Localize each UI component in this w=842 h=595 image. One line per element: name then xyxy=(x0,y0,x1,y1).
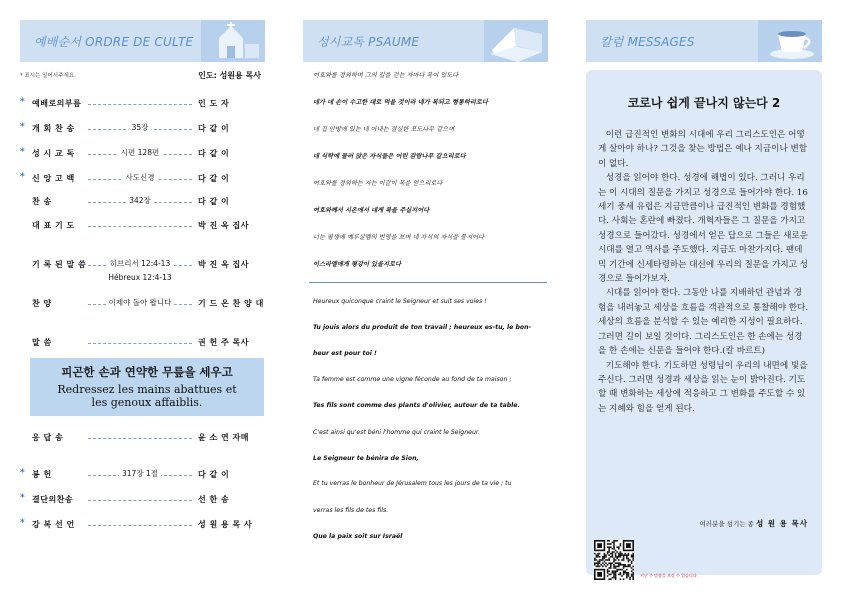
order-item-title: 응 답 송 xyxy=(32,433,64,442)
message-body xyxy=(598,128,810,416)
order-item-detail: 317장 1절 xyxy=(88,468,192,479)
order-item-title: 개 회 찬 송 xyxy=(32,124,75,133)
message-header-title: 칼럼 MESSAGES xyxy=(600,35,695,49)
order-row xyxy=(20,297,265,311)
order-item-detail: 이제야 돌아 왑니다 xyxy=(88,297,192,308)
qr-code-icon[interactable] xyxy=(594,540,634,580)
order-header xyxy=(20,20,265,62)
order-item-person: 인 도 자 xyxy=(198,99,230,108)
church-icon xyxy=(201,20,265,62)
theme-verse-french-line-2: les genoux affaiblis. xyxy=(91,396,203,409)
order-row xyxy=(20,493,265,507)
order-item-subdetail: Hébreux 12:4-13 xyxy=(108,273,172,282)
message-paragraph: 이런 급진적인 변화의 시대에 우리 그리스도인은 어떻게 살아야 하나? 그것을 찾는 방법은 예나 지금이나 변함이 없다. xyxy=(598,130,808,169)
order-item-person: 선 한 송 xyxy=(198,495,230,504)
psalm-french-line: Tu jouis alors du produit de ton travail ; heureux es-tu, le bon- xyxy=(313,324,532,331)
order-item-title: 결단의찬송 xyxy=(32,495,74,504)
psalm-korean-line: 여호와를 경외하며 그의 길을 걷는 자마다 복이 있도다 xyxy=(313,72,459,79)
order-item-person: 다 같 이 xyxy=(198,197,230,206)
order-row xyxy=(20,97,265,111)
book-icon xyxy=(484,20,548,62)
order-row xyxy=(20,122,265,136)
order-item-detail: 사도신경 xyxy=(88,172,192,183)
order-item-title: 신 앙 고 백 xyxy=(32,174,75,183)
psalm-header xyxy=(303,20,548,62)
qr-note: 지난 주 말씀을 보실 수 있습니다. xyxy=(640,573,698,578)
order-item-title: 대 표 기 도 xyxy=(32,221,75,230)
psalm-korean-line: 네가 네 손이 수고한 대로 먹을 것이라 네가 복되고 형통하리로다 xyxy=(313,99,488,106)
order-item-person: 박 진 옥 집사 xyxy=(198,260,249,269)
psalm-french-line: Le Seigneur te bénira de Sion, xyxy=(313,455,419,462)
psalm-french-line: Que la paix soit sur Israël xyxy=(313,533,403,540)
message-paragraph: 성경을 읽어야 한다. 성경에 해법이 있다. 그러니 우리는 이 시대의 질문을 가지고 성경으로 들어가야 한다. 16세기 중세 유럽은 지금만큼이나 급진적인 변화를 경험했다. 사회는 혼란에 빠졌다. 개혁자들은 그 질문을 가지고 성경으로 들어갔다. 성경에서 얻은 답으로 그들은 새로운 시대를 열고 역사를 주도했다. 지금도 마찬가지다. 팬데믹 기간에 신세타령하는 대신에 우리의 질문을 가지고 성경으로 들어가보자. xyxy=(598,173,809,285)
order-item-person: 다 같 이 xyxy=(198,124,230,133)
psalm-korean-line: 이스라엘에게 평강이 있을지로다 xyxy=(313,261,401,268)
order-row xyxy=(20,172,265,186)
psalm-korean-line: 너는 평생에 예루살렘의 번영을 보며 네 자식의 자식을 볼지어다 xyxy=(313,234,485,241)
leader-dots xyxy=(88,438,192,439)
order-item-person: 박 진 옥 집사 xyxy=(198,221,249,230)
standing-marker: * xyxy=(20,147,25,157)
theme-verse-french xyxy=(30,383,264,409)
psalm-korean-line: 여호와께서 시온에서 네게 복을 주실지어다 xyxy=(313,207,430,214)
message-header xyxy=(586,20,822,62)
order-row xyxy=(20,431,265,445)
order-item-detail: 342장 xyxy=(88,195,192,206)
order-item-person: 다 같 이 xyxy=(198,470,230,479)
psalm-french-line: verras les fils de tes fils. xyxy=(313,507,389,514)
order-item-title: 찬 양 xyxy=(32,299,52,308)
leader-dots xyxy=(88,525,192,526)
psalm-french-line: Ta femme est comme une vigne féconde au fond de ta maison ; xyxy=(313,376,512,383)
standing-marker: * xyxy=(20,97,25,107)
order-item-title: 기 록 된 말 씀 xyxy=(32,260,87,269)
leader-dots xyxy=(88,500,192,501)
signature-prefix: 여러분을 섬기는 종 xyxy=(699,520,754,528)
psalm-french-line: heur est pour toi ! xyxy=(313,350,377,357)
psalm-french-line: C'est ainsi qu'est béni l'homme qui craint le Seigneur. xyxy=(313,429,480,436)
psalm-divider xyxy=(309,282,547,283)
standing-marker: * xyxy=(20,172,25,182)
order-item-detail: 35장 xyxy=(88,122,192,133)
message-paragraph: 기도해야 한다. 기도하면 성령님이 우리의 내면에 빛을 주신다. 그러면 성경과 세상을 읽는 눈이 밝아진다. 기도할 때 변화하는 세상에 적응하고 그 변화를 주도할 수 있는 지혜와 힘을 얻게 된다. xyxy=(598,360,808,414)
order-item-person: 다 같 이 xyxy=(198,174,230,183)
order-item-title: 예배로의부름 xyxy=(32,99,82,108)
psalm-korean-line: 여호와를 경외하는 자는 이같이 복을 얻으리로다 xyxy=(313,180,443,187)
message-signature xyxy=(699,518,808,529)
message-paragraph: 시대를 읽어야 한다. 그동안 나를 지배하던 관념과 경험을 내려놓고 세상을 흐름을 객관적으로 통찰해야 한다. 세상의 흐름을 분석할 수 있는 예리한 지성이 필요하다. 그러면 길이 보일 것이다. 그리스도인은 한 손에는 성경을 한 손에는 신문을 들어야 한다.(칼 바르트) xyxy=(598,288,809,357)
order-header-title: 예배순서 ORDRE DE CULTE xyxy=(34,35,194,49)
order-item-title: 강 복 선 언 xyxy=(32,520,75,529)
order-row xyxy=(20,147,265,161)
order-row xyxy=(20,195,265,209)
standing-marker: * xyxy=(20,468,25,478)
psalm-french-line: Et tu verras le bonheur de Jérusalem tous les jours de ta vie ; tu xyxy=(313,480,512,487)
order-item-person: 기 드 온 찬 양 대 xyxy=(198,299,264,308)
message-title: 코로나 쉽게 끝나지 않는다 2 xyxy=(627,96,781,110)
order-item-person: 성 원 용 목 사 xyxy=(198,520,253,529)
order-item-detail: 히브리서 12:4-13 xyxy=(88,258,192,269)
order-item-detail: 시편 128편 xyxy=(88,147,192,158)
order-item-person: 윤 소 연 자매 xyxy=(198,433,249,442)
coffee-cup-icon xyxy=(758,20,822,62)
leader-dots xyxy=(88,343,192,344)
worship-leader: 인도: 성원용 목사 xyxy=(198,71,261,80)
psalm-french-line: Tes fils sont comme des plants d'olivier, autour de ta table. xyxy=(313,402,520,409)
leader-dots xyxy=(88,104,192,105)
order-item-title: 찬 송 xyxy=(32,197,52,206)
order-item-person: 권 헌 주 목사 xyxy=(198,338,249,347)
psalm-header-title: 성시교독 PSAUME xyxy=(317,35,420,49)
psalm-korean-line: 네 식탁에 둘러 앉은 자식들은 어린 감람나무 같으리로다 xyxy=(313,153,466,160)
order-row xyxy=(20,258,265,282)
psalm-korean-line: 네 집 안방에 있는 네 아내는 결실한 포도나무 같으며 xyxy=(313,126,455,133)
leader-dots xyxy=(88,226,192,227)
theme-verse-french-line-1: Redressez les mains abattues et xyxy=(57,383,237,396)
theme-verse-korean: 피곤한 손과 연약한 무릎을 세우고 xyxy=(61,365,233,379)
order-row xyxy=(20,468,265,482)
order-item-title: 봉 헌 xyxy=(32,470,52,479)
theme-verse-box xyxy=(30,358,264,416)
standing-marker: * xyxy=(20,493,25,503)
order-row xyxy=(20,219,265,233)
order-item-title: 성 시 교 독 xyxy=(32,149,75,158)
standing-note: * 표시는 일어서주세요. xyxy=(20,73,76,79)
order-row xyxy=(20,336,265,350)
standing-marker: * xyxy=(20,122,25,132)
order-row xyxy=(20,518,265,532)
signature-name: 성 원 용 목사 xyxy=(755,519,808,528)
order-item-person: 다 같 이 xyxy=(198,149,230,158)
order-item-title: 말 씀 xyxy=(32,338,52,347)
psalm-french-line: Heureux quiconque craint le Seigneur et suit ses voies ! xyxy=(313,298,487,305)
standing-marker: * xyxy=(20,518,25,528)
message-card xyxy=(586,70,822,578)
